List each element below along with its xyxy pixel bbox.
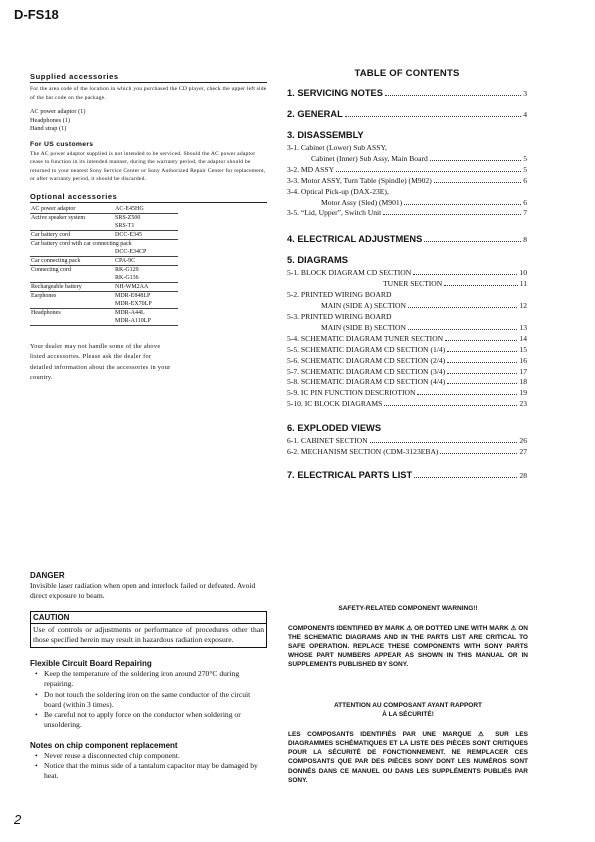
table-row bbox=[30, 240, 178, 257]
table-cell: RK-G129 RK-G136 bbox=[114, 266, 178, 283]
optional-table bbox=[30, 205, 178, 326]
danger-text: Invisible laser radiation when open and interlock failed or defeated. Avoid direct exposure to beam. bbox=[30, 581, 256, 601]
toc-item: 5-2. PRINTED WIRING BOARD bbox=[287, 290, 392, 300]
toc-section-parts-list[interactable]: 7. ELECTRICAL PARTS LIST 28 bbox=[287, 469, 527, 480]
safety-fr-title-1: ATTENTION AU COMPOSANT AYANT RAPPORT bbox=[333, 702, 483, 709]
supplied-accessories bbox=[30, 72, 267, 383]
toc-item[interactable]: 3-3. Motor ASSY, Turn Table (Spindle) (M902) 6 bbox=[287, 175, 527, 185]
toc-item[interactable]: 5-9. IC PIN FUNCTION DESCRIOTION 19 bbox=[287, 388, 527, 398]
table-row bbox=[30, 205, 178, 214]
toc-item: 5-3. PRINTED WIRING BOARD bbox=[287, 311, 392, 321]
dealer-note: Your dealer may not handle some of the above listed accessories. Please ask the dealer for detailed information about the accessories in your country. bbox=[30, 343, 171, 381]
table-cell: Rechargeable battery bbox=[30, 283, 114, 292]
table-row bbox=[30, 257, 178, 266]
table-cell: Earphones bbox=[30, 292, 114, 309]
table-cell: MDR-A44L MDR-A110LP bbox=[114, 309, 178, 326]
table-row bbox=[30, 292, 178, 309]
us-customers-note: The AC power adaptor supplied is not intended to be serviced. Should the AC power adaptor cease to function in its intended manner, during the warranty period, the adaptor should be returned to your nearest Sony Service Center or Sony Authorized Repair Center for replacement, or after warranty period, it should be discarded. bbox=[30, 150, 266, 183]
list-item: • Be careful not to apply force on the conductor when soldering or unsoldering. bbox=[30, 710, 267, 730]
toc-item: 3-4. Optical Pick-up (DAX-23E), bbox=[287, 186, 389, 196]
toc-item[interactable]: 3-5. “Lid, Upper”, Switch Unit 7 bbox=[287, 208, 527, 218]
toc-item[interactable]: TUNER SECTION 11 bbox=[383, 279, 527, 289]
table-row bbox=[30, 266, 178, 283]
table-cell: Headphones bbox=[30, 309, 114, 326]
chip-list bbox=[30, 751, 267, 781]
table-row bbox=[30, 283, 178, 292]
us-customers-title: For US customers bbox=[30, 140, 94, 148]
table-row bbox=[30, 231, 178, 240]
caution-box bbox=[30, 611, 267, 648]
safety-fr-title-2: À LA SÉCURITÉ! bbox=[382, 711, 434, 719]
table-of-contents bbox=[287, 68, 527, 480]
table-cell: AC power adaptor bbox=[30, 205, 114, 214]
toc-item[interactable]: 5-1. BLOCK DIAGRAM CD SECTION 10 bbox=[287, 268, 527, 278]
danger-title: DANGER bbox=[30, 571, 65, 580]
supplied-list bbox=[30, 108, 267, 134]
safety-warning-fr bbox=[288, 701, 528, 785]
toc-item[interactable]: 5-4. SCHEMATIC DIAGRAM TUNER SECTION 14 bbox=[287, 333, 527, 343]
toc-section-electrical-adjustments[interactable]: 4. ELECTRICAL ADJUSTMENS 8 bbox=[287, 234, 527, 245]
table-cell: CPA-9C bbox=[114, 257, 178, 266]
toc-section-disassembly: 3. DISASSEMBLY bbox=[287, 130, 364, 140]
chip-title: Notes on chip component replacement bbox=[30, 740, 178, 750]
table-cell: Car battery cord bbox=[30, 231, 114, 240]
table-cell: Car battery cord with car connecting pack DCC-E34CP bbox=[30, 240, 178, 257]
toc-item[interactable]: 5-5. SCHEMATIC DIAGRAM CD SECTION (1/4) 15 bbox=[287, 344, 527, 354]
toc-item[interactable]: 5-10. IC BLOCK DIAGRAMS 23 bbox=[287, 399, 527, 409]
caution-text: Use of controls or adjustments or performance of procedures other than those specified herein may result in hazardous radiation exposure. bbox=[33, 625, 264, 645]
toc-item[interactable]: Cabinet (Inner) Sub Assy, Main Board 5 bbox=[311, 153, 527, 163]
toc-item[interactable]: MAIN (SIDE A) SECTION 12 bbox=[321, 301, 527, 311]
toc-item[interactable]: 5-8. SCHEMATIC DIAGRAM CD SECTION (4/4) 18 bbox=[287, 377, 527, 387]
safety-warning-en bbox=[288, 604, 528, 670]
list-item: • Do not touch the soldering iron on the same conductor of the circuit board (within 3 times). bbox=[30, 690, 267, 710]
toc-item[interactable]: 5-6. SCHEMATIC DIAGRAM CD SECTION (2/4) 16 bbox=[287, 355, 527, 365]
table-row bbox=[30, 214, 178, 231]
toc-section-exploded-views: 6. EXPLODED VIEWS bbox=[287, 423, 382, 434]
toc-section-general[interactable]: 2. GENERAL 4 bbox=[287, 109, 527, 119]
table-cell: DCC-E345 bbox=[114, 231, 178, 240]
flexible-list bbox=[30, 669, 267, 730]
list-item: AC power adaptor (1) bbox=[30, 108, 86, 116]
toc-section-servicing-notes[interactable]: 1. SERVICING NOTES 3 bbox=[287, 88, 527, 98]
toc-item[interactable]: 5-7. SCHEMATIC DIAGRAM CD SECTION (3/4) 17 bbox=[287, 366, 527, 376]
toc-item[interactable]: Motor Assy (Sled) (M901) 6 bbox=[321, 197, 527, 207]
table-cell: SRS-Z500 SRS-T1 bbox=[114, 214, 178, 231]
caution-title: CAUTION bbox=[31, 613, 266, 624]
list-item: • Notice that the minus side of a tantalum capacitor may be damaged by heat. bbox=[30, 761, 267, 781]
page-number: 2 bbox=[14, 812, 22, 827]
toc-item: 3-1. Cabinet (Lower) Sub ASSY, bbox=[287, 143, 387, 152]
table-cell: Active speaker system bbox=[30, 214, 114, 231]
safety-fr-text: LES COMPOSANTS IDENTIFIÉS PAR UNE MARQUE ⚠ SUR LES DIAGRAMMES SCHÉMATIQUES ET LA LISTE DES PIÈCES SONT CRITIQUES POUR LA SÉCURITÉ DE FONCTIONNEMENT. NE REMPLACER CES COMPOSANTS QUE PAR DES PIÈCES SONY DONT LES NUMÉROS SONT DONNÉS DANS CE MANUEL OU DANS LES SUPPLÉMENTS PUBLIÉS PAR SONY. bbox=[288, 731, 528, 784]
toc-title: TABLE OF CONTENTS bbox=[354, 68, 460, 79]
toc-section-diagrams: 5. DIAGRAMS bbox=[287, 255, 348, 266]
flexible-title: Flexible Circuit Board Repairing bbox=[30, 659, 152, 669]
table-cell: NH-WM2AA bbox=[114, 283, 178, 292]
toc-item[interactable]: MAIN (SIDE B) SECTION 13 bbox=[321, 322, 527, 332]
supplied-title: Supplied accessories bbox=[30, 72, 267, 83]
table-cell: Car connecting pack bbox=[30, 257, 114, 266]
safety-en-text: COMPONENTS IDENTIFIED BY MARK ⚠ OR DOTTED LINE WITH MARK ⚠ ON THE SCHEMATIC DIAGRAMS AND IN THE PARTS LIST ARE CRITICAL TO SAFE OPERATION. REPLACE THESE COMPONENTS WITH SONY PARTS WHOSE PART NUMBERS APPEAR AS SHOWN IN THIS MANUAL OR IN SUPPLEMENTS PUBLISHED BY SONY. bbox=[288, 625, 528, 669]
list-item: • Keep the temperature of the soldering iron around 270°C during repairing. bbox=[30, 669, 267, 689]
table-cell: AC-E45HG bbox=[114, 205, 178, 214]
toc-item[interactable]: 6-2. MECHANISM SECTION (CDM-3123EBA) 27 bbox=[287, 447, 527, 457]
list-item: • Never reuse a disconnected chip component. bbox=[30, 751, 267, 761]
safety-notes bbox=[30, 571, 267, 781]
list-item: Headphones (1) bbox=[30, 116, 71, 124]
table-row bbox=[30, 309, 178, 326]
safety-en-title: SAFETY-RELATED COMPONENT WARNING!! bbox=[338, 605, 478, 612]
model-title: D-FS18 bbox=[14, 7, 59, 22]
toc-item[interactable]: 3-2. MD ASSY 5 bbox=[287, 164, 527, 174]
table-cell: MDR-E848LP MDR-EX70LP bbox=[114, 292, 178, 309]
toc-item[interactable]: 6-1. CABINET SECTION 26 bbox=[287, 436, 527, 446]
list-item: Hand strap (1) bbox=[30, 125, 67, 133]
table-cell: Connecting cord bbox=[30, 266, 114, 283]
optional-title: Optional accessories bbox=[30, 192, 267, 203]
supplied-note: For the area code of the location in which you purchased the CD player, check the upper left side of the bar code on the package. bbox=[30, 86, 267, 101]
